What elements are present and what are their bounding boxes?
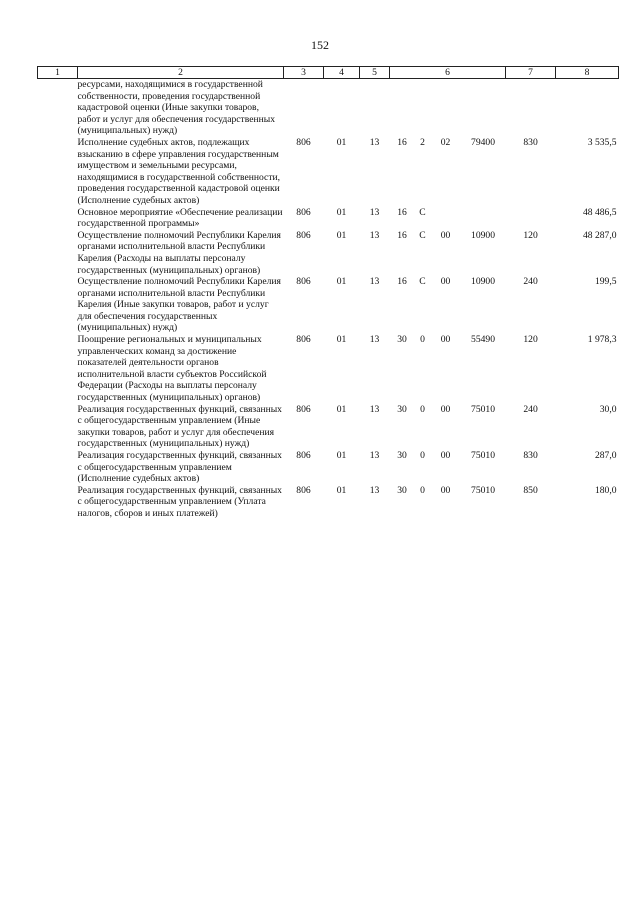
table-row [38,450,619,485]
row-section: 01 [336,484,347,496]
header-col-3: 3 [284,67,324,79]
row-amount: 1 978,3 [587,334,617,346]
row-expense-type: 830 [523,450,538,461]
header-col-1: 1 [38,67,78,79]
row-subprogram [415,79,431,137]
row-subprogram: С [419,276,426,288]
row-expense-type: 830 [523,136,538,148]
row-direction: 79400 [471,136,496,148]
row-event [431,207,461,230]
row-subprogram: 0 [420,403,425,415]
row-section: 01 [336,276,347,288]
table-body [38,79,619,520]
row-amount: 3 535,5 [587,136,617,148]
row-subprogram: 0 [420,450,425,461]
row-program: 30 [397,450,407,461]
row-section: 01 [336,450,347,461]
row-name: Реализация государственных функций, связанных с общегосударственным управлением (Уплата налогов, сборов и иных платежей) [77,484,282,519]
row-event [431,79,461,137]
table-row [38,485,619,520]
row-event: 00 [440,450,451,461]
row-section: 01 [336,229,347,241]
row-direction: 10900 [471,276,496,288]
row-name: Поощрение региональных и муниципальных управленческих команд за достижение показателей деятельности органов исполнительной власти субъектов Российской Федерации (Расходы на выплаты персоналу государственных (муниципальных) органов) [77,334,267,404]
header-col-2: 2 [78,67,284,79]
header-col-6: 6 [390,67,506,79]
row-event: 00 [440,276,451,288]
row-subprogram: С [419,206,426,218]
row-direction: 55490 [471,334,496,346]
row-code: 806 [296,450,311,461]
header-col-8: 8 [556,67,619,79]
row-code: 806 [296,403,311,415]
row-section: 01 [336,136,347,148]
table-row [38,334,619,404]
row-name: ресурсами, находящимися в государственной собственности, проведения государственной кадастровой оценки (Иные закупки товаров, работ и услуг для обеспечения государственных (муниципальных) нужд) [77,79,275,137]
row-subsection: 13 [369,334,380,346]
table-row [38,230,619,276]
row-blank-cell [38,334,78,404]
row-program: 16 [397,276,407,288]
row-amount: 48 287,0 [582,229,617,241]
table-row [38,404,619,450]
row-subprogram: 2 [420,136,425,148]
row-program: 30 [397,403,407,415]
row-code [284,79,324,137]
row-section [324,79,360,137]
row-amount [556,79,619,137]
row-direction: 10900 [471,229,496,241]
row-event: 00 [440,403,451,415]
row-name: Исполнение судебных актов, подлежащих взысканию в сфере управления государственным имуществом и земельными ресурсами, находящимися в государственной собственности, проведения государственной кадастровой оценки (Исполнение судебных актов) [77,136,281,206]
row-direction [461,207,506,230]
row-direction: 75010 [471,403,496,415]
row-program: 16 [397,206,407,218]
header-col-7: 7 [506,67,556,79]
row-blank-cell [38,137,78,207]
table-row [38,137,619,207]
row-direction: 75010 [471,484,496,496]
row-event: 02 [440,136,451,148]
budget-table [37,66,619,520]
row-section: 01 [336,403,347,415]
row-code: 806 [296,276,311,288]
row-code: 806 [296,484,311,496]
row-blank-cell [38,230,78,276]
row-code: 806 [296,136,311,148]
row-subsection: 13 [369,484,380,496]
page-number: 152 [311,38,329,52]
row-blank-cell [38,485,78,520]
row-code: 806 [296,206,311,218]
row-expense-type: 240 [523,403,538,415]
row-subsection: 13 [369,206,380,218]
table-row [38,79,619,137]
row-expense-type: 240 [523,276,538,288]
row-subsection: 13 [369,403,380,415]
row-event: 00 [440,484,451,496]
row-expense-type: 850 [523,484,538,496]
row-event: 00 [440,334,451,346]
row-subsection: 13 [369,136,380,148]
row-amount: 287,0 [594,450,617,461]
table-row [38,276,619,334]
row-expense-type [506,207,556,230]
row-subsection: 13 [369,276,380,288]
row-program [390,79,415,137]
row-section: 01 [336,206,347,218]
row-subprogram: 0 [420,484,425,496]
row-code: 806 [296,334,311,346]
table-row [38,207,619,230]
row-amount: 48 486,5 [582,206,617,218]
row-program: 16 [397,229,407,241]
row-section: 01 [336,334,347,346]
row-name: Основное мероприятие «Обеспечение реализации государственной программы» [77,206,283,230]
row-subsection: 13 [369,229,380,241]
header-col-4: 4 [324,67,360,79]
row-program: 16 [397,136,407,148]
row-code: 806 [296,229,311,241]
row-expense-type: 120 [523,334,538,346]
row-name: Реализация государственных функций, связанных с общегосударственным управлением (Иные закупки товаров, работ и услуг для обеспечения государственных (муниципальных) нужд) [77,403,282,450]
row-subsection [360,79,390,137]
row-subsection: 13 [369,450,380,461]
row-event: 00 [440,229,451,241]
row-expense-type [506,79,556,137]
row-blank-cell [38,450,78,485]
row-program: 30 [397,484,407,496]
row-expense-type: 120 [523,229,538,241]
row-amount: 30,0 [599,403,617,415]
row-blank-cell [38,207,78,230]
row-direction [461,79,506,137]
row-subprogram: 0 [420,334,425,346]
row-name: Осуществление полномочий Республики Карелия органами исполнительной власти Республики Карелия (Расходы на выплаты персоналу государственных (муниципальных) органов) [77,229,281,276]
table-header [38,67,619,79]
row-name: Осуществление полномочий Республики Карелия органами исполнительной власти Республики Карелия (Иные закупки товаров, работ и услуг для обеспечения государственных (муниципальных) нужд) [77,276,281,334]
row-blank-cell [38,79,78,137]
row-program: 30 [397,334,407,346]
row-name: Реализация государственных функций, связанных с общегосударственным управлением (Исполнение судебных актов) [77,450,282,485]
row-subprogram: С [419,229,426,241]
row-amount: 199,5 [594,276,617,288]
row-amount: 180,0 [594,484,617,496]
row-blank-cell [38,404,78,450]
row-blank-cell [38,276,78,334]
row-direction: 75010 [471,450,496,461]
header-col-5: 5 [360,67,390,79]
